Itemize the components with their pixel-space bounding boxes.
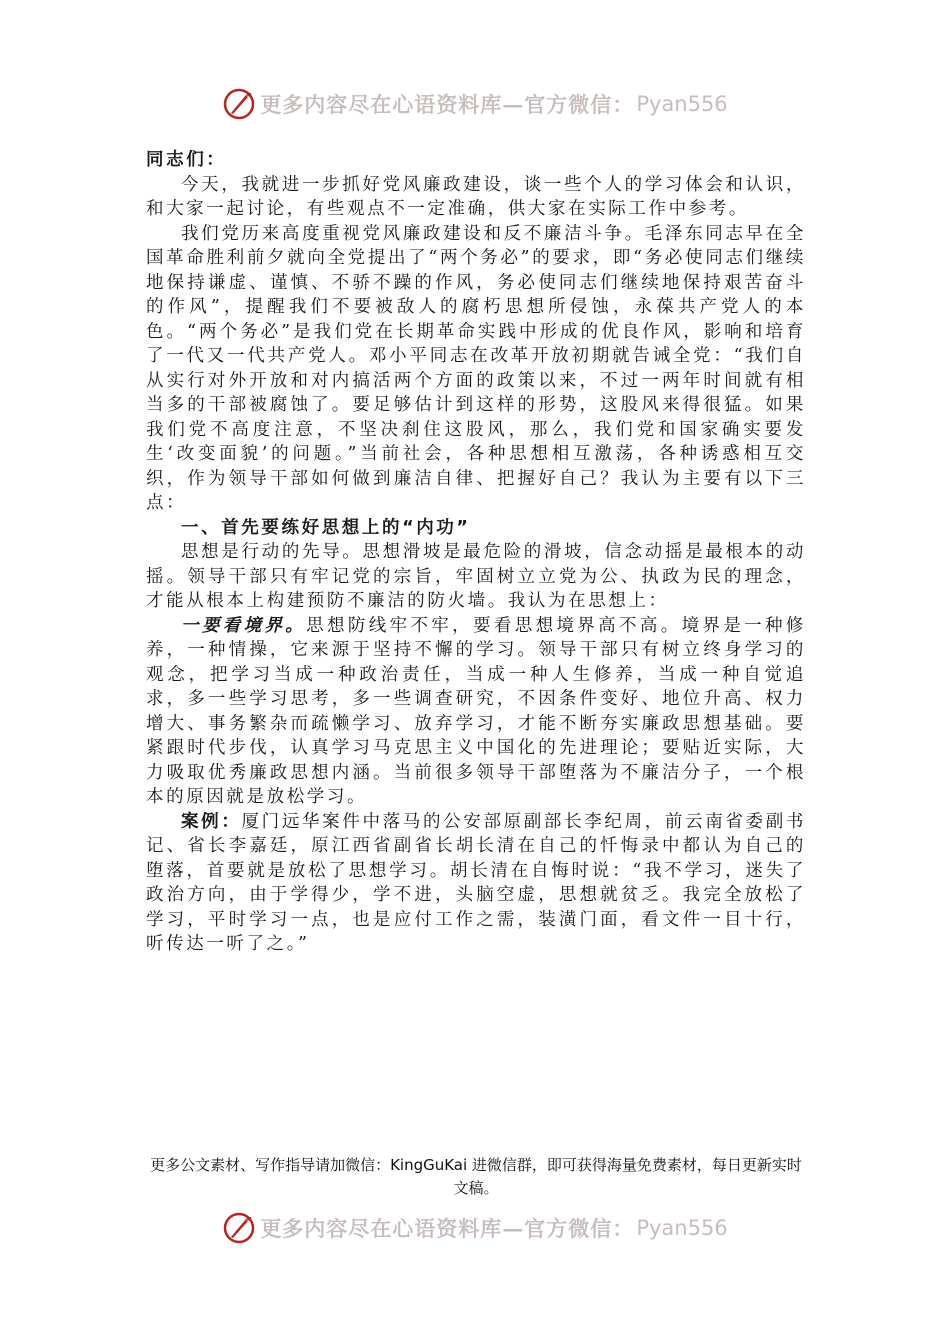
quill-logo-icon: [222, 1211, 256, 1245]
banner-text: 更多内容尽在心语资料库—官方微信：: [260, 1216, 635, 1241]
paragraph-realm: [146, 614, 806, 810]
footer-note: 更多公文素材、写作指导请加微信：KingGuKai 进微信群，即可获得海量免费素材，每日更新实时文稿。: [150, 1156, 802, 1197]
paragraph-realm-lead: 一要看境界。: [181, 615, 307, 636]
paragraph-thought: 思想是行动的先导。思想滑坡是最危险的滑坡，信念动摇是最根本的动摇。领导干部只有牢记党的宗旨，牢固树立立党为公、执政为民的理念，才能从根本上构建预防不廉洁的防火墙。我认为在思想上：: [146, 542, 806, 611]
banner-text: 更多内容尽在心语资料库—官方微信：: [260, 92, 635, 117]
paragraph-realm-body: 思想防线牢不牢，要看思想境界高不高。境界是一种修养，一种情操，它来源于坚持不懈的学习。领导干部只有树立终身学习的观念，把学习当成一种政治责任，当成一种人生修养，当成一种自觉追求，多一些学习思考，多一些调查研究，不因条件变好、地位升高、权力增大、事务繁杂而疏懒学习、放弃学习，才能不断夯实廉政思想基础。要紧跟时代步伐，认真学习马克思主义中国化的先进理论；要贴近实际，大力吸取优秀廉政思想内涵。当前很多领导干部堕落为不廉洁分子，一个根本的原因就是放松学习。: [146, 615, 806, 807]
section-heading: 一、首先要练好思想上的“内功”: [181, 517, 471, 538]
footer-banner: [0, 1208, 950, 1248]
quill-logo-icon: [222, 87, 256, 121]
paragraph-case-body: 厦门远华案件中落马的公安部原副部长李纪周，前云南省委副书记、省长李嘉廷，原江西省副省长胡长清在自己的忏悔录中都认为自己的堕落，首要就是放松了思想学习。胡长清在自悔时说：“我不学习，迷失了政治方向，由于学得少，学不进，头脑空虚，思想就贫乏。我完全放松了学习，平时学习一点，也是应付工作之需，装潢门面，看文件一目十行，听传达一听了之。”: [146, 811, 806, 954]
paragraph-case-lead: 案例：: [181, 811, 242, 832]
paragraph-history: 我们党历来高度重视党风廉政建设和反不廉洁斗争。毛泽东同志早在全国革命胜利前夕就向全党提出了“两个务必”的要求，即“务必使同志们继续地保持谦虚、谨慎、不骄不躁的作风，务必使同志们继续地保持艰苦奋斗的作风”，提醒我们不要被敌人的腐朽思想所侵蚀，永葆共产党人的本色。“两个务必”是我们党在长期革命实践中形成的优良作风，影响和培育了一代又一代共产党人。邓小平同志在改革开放初期就告诫全党：“我们自从实行对外开放和对内搞活两个方面的政策以来，不过一两年时间就有相当多的干部被腐蚀了。要足够估计到这样的形势，这股风来得很猛。如果我们党不高度注意，不坚决刹住这股风，那么，我们党和国家确实要发生‘改变面貌’的问题。”当前社会，各种思想相互激荡，各种诱惑相互交织，作为领导干部如何做到廉洁自律、把握好自己？我认为主要有以下三点：: [146, 223, 806, 513]
paragraph-case: [146, 810, 806, 957]
header-banner: [0, 84, 950, 124]
paragraph-intro: 今天，我就进一步抓好党风廉政建设，谈一些个人的学习体会和认识，和大家一起讨论，有些观点不一定准确，供大家在实际工作中参考。: [146, 174, 806, 219]
salutation: 同志们：: [146, 150, 227, 170]
document-body: [146, 148, 806, 957]
banner-wechat-id: Pyan556: [636, 1216, 728, 1240]
banner-wechat-id: Pyan556: [636, 92, 728, 116]
